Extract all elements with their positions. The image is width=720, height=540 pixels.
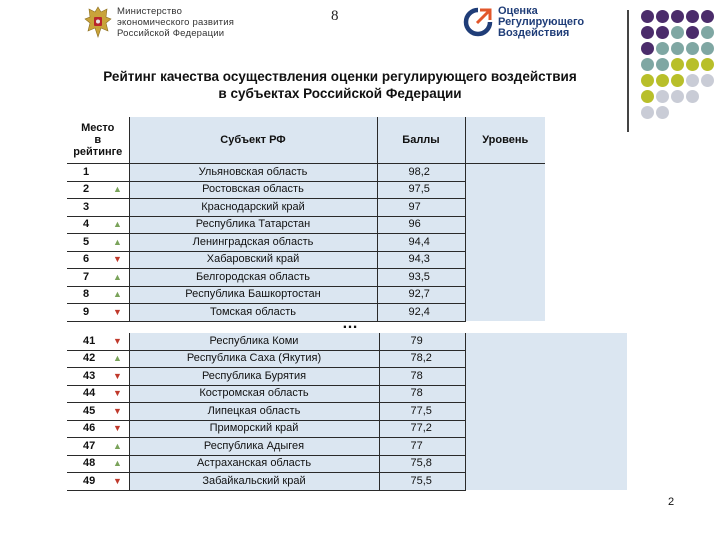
subject-cell: Ростовская область xyxy=(129,181,377,199)
dot xyxy=(701,42,714,55)
table-row xyxy=(67,438,627,456)
ellipsis: … xyxy=(342,315,359,332)
subject-cell: Республика Бурятия xyxy=(129,368,379,386)
subject-cell: Ленинградская область xyxy=(129,234,377,252)
place-cell: 4 xyxy=(67,216,113,234)
place-cell: 3 xyxy=(67,199,113,217)
level-cell xyxy=(465,350,627,368)
level-cell xyxy=(465,286,545,304)
triangle-up-icon: ▲ xyxy=(113,289,122,300)
dot xyxy=(671,42,684,55)
column-header-place: Место в рейтинге xyxy=(67,117,129,164)
place-cell: 46 xyxy=(67,420,113,438)
table-row xyxy=(67,473,627,491)
score-cell: 75,5 xyxy=(379,473,465,491)
trend-cell xyxy=(113,473,129,491)
level-cell xyxy=(465,403,627,421)
trend-cell xyxy=(113,304,129,322)
logo-line: Оценка xyxy=(498,5,538,17)
subject-cell: Ульяновская область xyxy=(129,164,377,182)
place-cell: 44 xyxy=(67,385,113,403)
table-row xyxy=(67,403,627,421)
place-cell: 41 xyxy=(67,333,113,350)
level-cell xyxy=(465,333,627,350)
subject-cell: Белгородская область xyxy=(129,269,377,287)
logo-line: Воздействия xyxy=(498,27,570,39)
orv-logo-text xyxy=(498,6,584,39)
subject-cell: Краснодарский край xyxy=(129,199,377,217)
column-header-score: Баллы xyxy=(377,117,465,164)
trend-cell xyxy=(113,251,129,269)
coat-of-arms-icon xyxy=(84,5,112,39)
level-cell xyxy=(465,385,627,403)
dot xyxy=(656,74,669,87)
dot xyxy=(656,58,669,71)
subject-cell: Астраханская область xyxy=(129,455,379,473)
trend-cell xyxy=(113,181,129,199)
subject-cell: Томская область xyxy=(129,304,377,322)
rating-table-bottom xyxy=(67,333,627,491)
place-cell: 8 xyxy=(67,286,113,304)
decorative-dots xyxy=(641,10,720,120)
place-cell: 2 xyxy=(67,181,113,199)
triangle-down-icon: ▼ xyxy=(113,405,122,416)
dot xyxy=(701,26,714,39)
score-cell: 97 xyxy=(377,199,465,217)
trend-cell xyxy=(113,286,129,304)
trend-cell xyxy=(113,420,129,438)
table-row xyxy=(67,368,627,386)
score-cell: 77,2 xyxy=(379,420,465,438)
triangle-down-icon: ▼ xyxy=(113,388,122,399)
dot xyxy=(656,90,669,103)
dot xyxy=(671,58,684,71)
place-cell: 9 xyxy=(67,304,113,322)
triangle-up-icon: ▲ xyxy=(113,184,122,195)
score-cell: 78 xyxy=(379,368,465,386)
triangle-up-icon: ▲ xyxy=(113,271,122,282)
dot xyxy=(641,74,654,87)
level-cell xyxy=(465,269,545,287)
score-cell: 92,4 xyxy=(377,304,465,322)
triangle-down-icon: ▼ xyxy=(113,475,122,486)
place-cell: 47 xyxy=(67,438,113,456)
trend-cell xyxy=(113,403,129,421)
table-row xyxy=(67,455,627,473)
trend-cell xyxy=(113,455,129,473)
score-cell: 75,8 xyxy=(379,455,465,473)
table-header-row xyxy=(67,117,545,164)
score-cell: 98,2 xyxy=(377,164,465,182)
title-line: в субъектах Российской Федерации xyxy=(218,86,462,101)
place-cell: 43 xyxy=(67,368,113,386)
trend-cell xyxy=(113,438,129,456)
dot xyxy=(686,10,699,23)
table-row xyxy=(67,234,545,252)
score-cell: 94,4 xyxy=(377,234,465,252)
dot xyxy=(686,74,699,87)
score-cell: 77 xyxy=(379,438,465,456)
logo-line: Регулирующего xyxy=(498,16,585,28)
table-row xyxy=(67,420,627,438)
table-row xyxy=(67,199,545,217)
trend-cell xyxy=(113,269,129,287)
level-cell xyxy=(465,216,545,234)
trend-cell xyxy=(113,216,129,234)
column-header-level: Уровень xyxy=(465,117,545,164)
score-cell: 78,2 xyxy=(379,350,465,368)
triangle-down-icon: ▼ xyxy=(113,306,122,317)
trend-cell xyxy=(113,234,129,252)
level-cell xyxy=(465,304,545,322)
dot xyxy=(641,90,654,103)
rating-table-top xyxy=(67,117,545,322)
orv-logo-icon xyxy=(463,7,493,37)
score-cell: 92,7 xyxy=(377,286,465,304)
place-cell: 6 xyxy=(67,251,113,269)
triangle-down-icon: ▼ xyxy=(113,254,122,265)
level-cell xyxy=(465,181,545,199)
table-row xyxy=(67,251,545,269)
dot xyxy=(671,90,684,103)
triangle-down-icon: ▼ xyxy=(113,370,122,381)
level-cell xyxy=(465,164,545,182)
trend-cell xyxy=(113,333,129,350)
level-cell xyxy=(465,199,545,217)
level-cell xyxy=(465,420,627,438)
score-cell: 77,5 xyxy=(379,403,465,421)
dot xyxy=(641,26,654,39)
score-cell: 94,3 xyxy=(377,251,465,269)
table-row xyxy=(67,269,545,287)
dot xyxy=(701,74,714,87)
place-cell: 5 xyxy=(67,234,113,252)
place-cell: 1 xyxy=(67,164,113,182)
table-row xyxy=(67,164,545,182)
triangle-up-icon: ▲ xyxy=(113,236,122,247)
subject-cell: Забайкальский край xyxy=(129,473,379,491)
score-cell: 96 xyxy=(377,216,465,234)
table-row xyxy=(67,350,627,368)
table-row xyxy=(67,385,627,403)
vertical-divider xyxy=(627,10,629,132)
trend-cell xyxy=(113,368,129,386)
trend-cell xyxy=(113,385,129,403)
dot xyxy=(686,42,699,55)
subject-cell: Республика Татарстан xyxy=(129,216,377,234)
dot xyxy=(686,90,699,103)
ministry-name xyxy=(117,6,234,39)
dot xyxy=(641,58,654,71)
dot xyxy=(656,26,669,39)
ministry-line: Российской Федерации xyxy=(117,28,225,39)
dot xyxy=(701,10,714,23)
place-cell: 45 xyxy=(67,403,113,421)
page-title xyxy=(90,68,590,102)
column-header-subject: Субъект РФ xyxy=(129,117,377,164)
level-cell xyxy=(465,251,545,269)
subject-cell: Липецкая область xyxy=(129,403,379,421)
subject-cell: Республика Саха (Якутия) xyxy=(129,350,379,368)
subject-cell: Приморский край xyxy=(129,420,379,438)
subject-cell: Костромская область xyxy=(129,385,379,403)
level-cell xyxy=(465,234,545,252)
dot xyxy=(656,42,669,55)
triangle-up-icon: ▲ xyxy=(113,219,122,230)
dot xyxy=(671,26,684,39)
trend-cell xyxy=(113,350,129,368)
ministry-line: экономического развития xyxy=(117,17,235,28)
triangle-up-icon: ▲ xyxy=(113,353,122,364)
triangle-down-icon: ▼ xyxy=(113,423,122,434)
dot xyxy=(671,74,684,87)
dot xyxy=(656,10,669,23)
dot xyxy=(671,10,684,23)
page-number: 2 xyxy=(668,496,675,508)
score-cell: 78 xyxy=(379,385,465,403)
ministry-line: Министерство xyxy=(117,6,183,17)
subject-cell: Республика Башкортостан xyxy=(129,286,377,304)
table-row xyxy=(67,304,545,322)
page-number-top: 8 xyxy=(331,8,339,24)
place-cell: 42 xyxy=(67,350,113,368)
subject-cell: Хабаровский край xyxy=(129,251,377,269)
dot xyxy=(686,58,699,71)
dot xyxy=(701,58,714,71)
dot xyxy=(656,106,669,119)
dot xyxy=(686,26,699,39)
score-cell: 97,5 xyxy=(377,181,465,199)
score-cell: 79 xyxy=(379,333,465,350)
triangle-up-icon: ▲ xyxy=(113,458,122,469)
triangle-up-icon: ▲ xyxy=(113,440,122,451)
level-cell xyxy=(465,455,627,473)
score-cell: 93,5 xyxy=(377,269,465,287)
table-row xyxy=(67,216,545,234)
trend-cell xyxy=(113,164,129,182)
level-cell xyxy=(465,473,627,491)
table-row xyxy=(67,181,545,199)
dot xyxy=(641,10,654,23)
place-cell: 7 xyxy=(67,269,113,287)
dot xyxy=(641,106,654,119)
title-line: Рейтинг качества осуществления оценки регулирующего воздействия xyxy=(103,69,577,84)
level-cell xyxy=(465,438,627,456)
subject-cell: Республика Адыгея xyxy=(129,438,379,456)
subject-cell: Республика Коми xyxy=(129,333,379,350)
dot xyxy=(641,42,654,55)
table-row xyxy=(67,286,545,304)
triangle-down-icon: ▼ xyxy=(113,335,122,346)
table-row xyxy=(67,333,627,350)
place-cell: 49 xyxy=(67,473,113,491)
trend-cell xyxy=(113,199,129,217)
level-cell xyxy=(465,368,627,386)
place-cell: 48 xyxy=(67,455,113,473)
